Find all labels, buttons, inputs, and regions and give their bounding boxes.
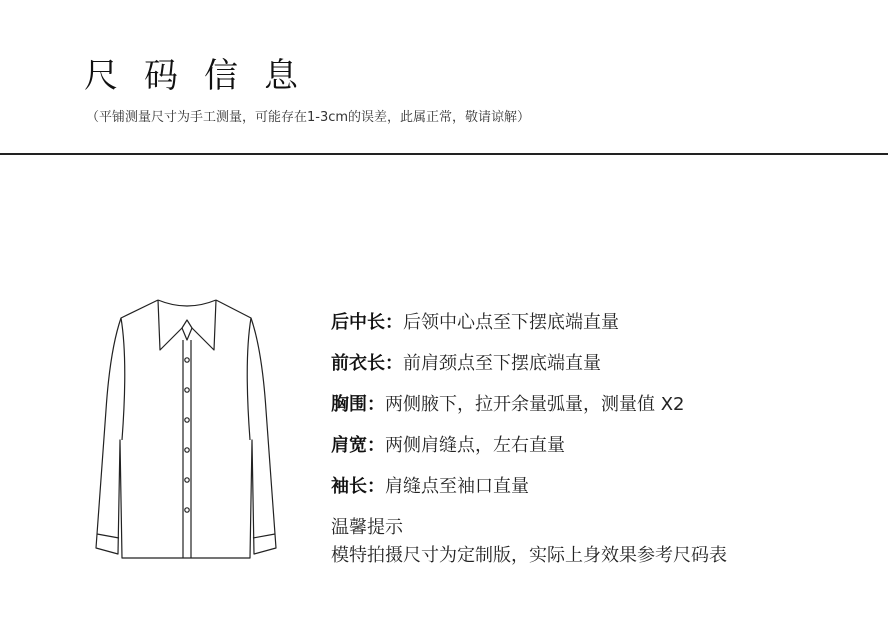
measurement-back-length [331,308,871,349]
measurement-desc: 两侧腋下，拉开余量弧量，测量值 X2 [385,394,685,415]
measurement-label: 袖长： [331,476,385,497]
tips-text: 模特拍摄尺寸为定制版，实际上身效果参考尺码表 [331,545,727,566]
measurement-desc: 肩缝点至袖口直量 [385,476,529,497]
measurement-chest [331,390,871,431]
shirt-icon [88,290,288,570]
measurement-shoulder [331,431,871,472]
header-divider [0,153,888,155]
measurement-desc: 两侧肩缝点，左右直量 [385,435,565,456]
page-subtitle: （平铺测量尺寸为手工测量，可能存在1-3cm的误差，此属正常，敬请谅解） [86,110,531,125]
tips-block [331,514,727,570]
measurement-label: 肩宽： [331,435,385,456]
measurement-front-length [331,349,871,390]
measurement-sleeve [331,472,871,513]
measurement-list [331,308,871,513]
page-title: 尺码信息 [84,56,324,96]
measurement-label: 胸围： [331,394,385,415]
measurement-label: 后中长： [331,312,403,333]
measurement-label: 前衣长： [331,353,403,374]
tips-heading: 温馨提示 [331,517,403,538]
measurement-desc: 后领中心点至下摆底端直量 [403,312,619,333]
measurement-desc: 前肩颈点至下摆底端直量 [403,353,601,374]
